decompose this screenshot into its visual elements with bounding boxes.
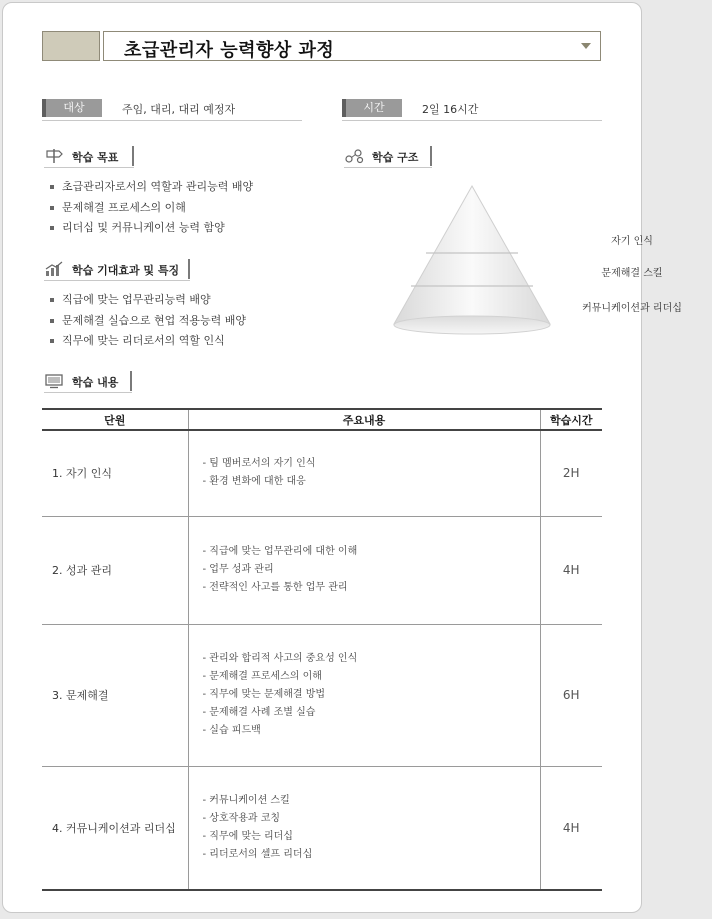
structure-header-underline [344, 167, 432, 168]
unit-cell: 4. 커뮤니케이션과 리더십 [42, 766, 188, 890]
content-cell [188, 624, 540, 766]
list-item: 직급에 맞는 업무관리능력 배양 [48, 290, 246, 311]
title-accent-block [42, 31, 100, 61]
content-heading: 학습 내용 [72, 376, 119, 389]
goals-header [44, 146, 134, 168]
table-row [42, 766, 602, 890]
duration-tag: 시간 [342, 99, 402, 117]
table-row [42, 516, 602, 624]
content-line: - 직무에 맞는 리더십 [202, 830, 293, 842]
goals-header-underline [44, 167, 134, 168]
target-tag: 대상 [42, 99, 102, 117]
structure-header [344, 146, 432, 168]
unit-cell: 1. 자기 인식 [42, 430, 188, 516]
content-header [44, 371, 132, 393]
monitor-icon [44, 373, 64, 389]
content-line: - 환경 변화에 대한 대응 [202, 476, 306, 488]
curriculum-table [42, 408, 602, 891]
pyramid-level-bottom: 커뮤니케이션과 리더십 [582, 303, 682, 314]
content-line: - 관리와 합리적 사고의 중요성 인식 [202, 653, 358, 664]
hierarchy-icon [344, 148, 364, 164]
content-line: - 리더로서의 셀프 리더십 [202, 848, 313, 860]
content-line: - 직무에 맞는 문제해결 방법 [202, 689, 326, 700]
content-line: - 문제해결 사례 조별 실습 [202, 707, 316, 718]
structure-heading: 학습 구조 [372, 151, 419, 164]
list-item: 직무에 맞는 리더로서의 역할 인식 [48, 331, 246, 352]
goals-header-bar [132, 146, 134, 166]
target-value: 주임, 대리, 대리 예정자 [122, 103, 236, 116]
duration-value: 2일 16시간 [422, 103, 479, 116]
time-cell: 6H [540, 624, 602, 766]
time-cell: 2H [540, 430, 602, 516]
table-row [42, 624, 602, 766]
target-row [42, 99, 302, 121]
content-cell [188, 766, 540, 890]
content-line: - 문제해결 프로세스의 이해 [202, 671, 322, 682]
time-cell: 4H [540, 766, 602, 890]
content-line: - 실습 피드백 [202, 725, 261, 736]
bar-chart-icon [44, 261, 64, 277]
column-header-content: 주요내용 [188, 409, 540, 430]
effects-header-bar [188, 259, 190, 279]
pyramid-level-top: 자기 인식 [611, 236, 653, 247]
duration-row [342, 99, 602, 121]
goals-heading: 학습 목표 [72, 151, 119, 164]
structure-header-bar [430, 146, 432, 166]
list-item: 문제해결 실습으로 현업 적용능력 배양 [48, 311, 246, 332]
content-line: - 직급에 맞는 업무관리에 대한 이해 [202, 546, 358, 557]
page-title: 초급관리자 능력향상 과정 [124, 40, 335, 61]
list-item: 문제해결 프로세스의 이해 [48, 198, 253, 219]
pyramid-level-middle: 문제해결 스킬 [601, 268, 663, 279]
table-header-row [42, 409, 602, 430]
effects-header-underline [44, 280, 190, 281]
signpost-icon [44, 148, 64, 164]
unit-cell: 3. 문제해결 [42, 624, 188, 766]
list-item: 초급관리자로서의 역할과 관리능력 배양 [48, 177, 253, 198]
time-cell: 4H [540, 516, 602, 624]
effects-header [44, 259, 190, 281]
table-row [42, 430, 602, 516]
effects-list [48, 290, 246, 352]
title-bar[interactable] [103, 31, 601, 61]
content-header-bar [130, 371, 132, 391]
column-header-unit: 단원 [42, 409, 188, 430]
goals-list [48, 177, 253, 239]
content-cell [188, 430, 540, 516]
pyramid-graphic [392, 184, 552, 334]
content-line: - 전략적인 사고를 통한 업무 관리 [202, 582, 348, 593]
effects-heading: 학습 기대효과 및 특징 [72, 264, 180, 277]
content-line: - 업무 성과 관리 [202, 564, 274, 575]
content-line: - 상호작용과 코칭 [202, 812, 281, 824]
content-header-underline [44, 392, 132, 393]
content-line: - 커뮤니케이션 스킬 [202, 794, 290, 806]
learning-pyramid [392, 184, 682, 334]
unit-cell: 2. 성과 관리 [42, 516, 188, 624]
content-line: - 팀 멤버로서의 자기 인식 [202, 458, 316, 470]
column-header-time: 학습시간 [540, 409, 602, 430]
chevron-down-icon[interactable] [581, 43, 591, 49]
content-cell [188, 516, 540, 624]
list-item: 리더십 및 커뮤니케이션 능력 함양 [48, 218, 253, 239]
